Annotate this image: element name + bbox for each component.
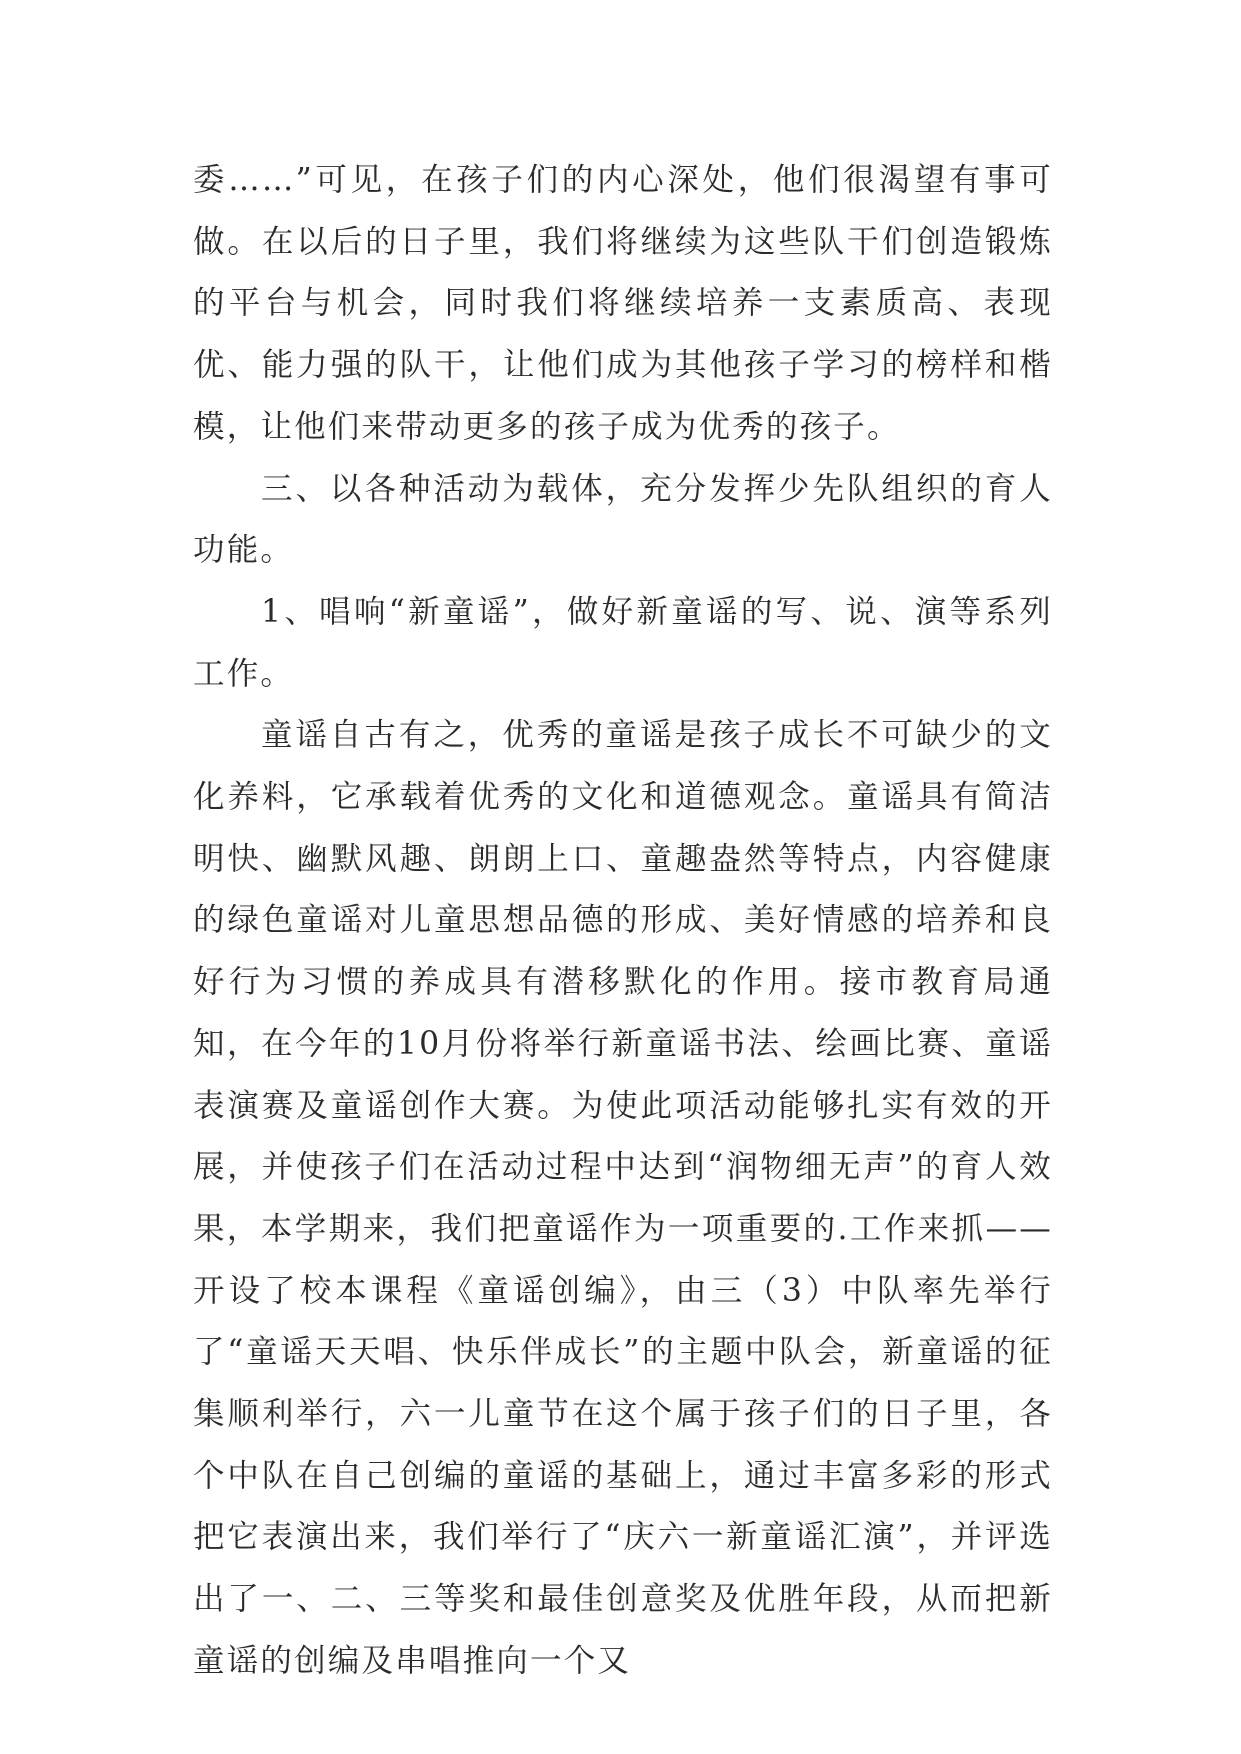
paragraph-nursery-rhymes: 童谣自古有之，优秀的童谣是孩子成长不可缺少的文化养料，它承载着优秀的文化和道德观念。童谣具有简洁明快、幽默风趣、朗朗上口、童趣盎然等特点，内容健康的绿色童谣对儿童思想品德的形成、美好情感的培养和良好行为习惯的养成具有潜移默化的作用。接市教育局通知，在今年的10月份将举行新童谣书法、绘画比赛、童谣表演赛及童谣创作大赛。为使此项活动能够扎实有效的开展，并使孩子们在活动过程中达到“润物细无声”的育人效果，本学期来，我们把童谣作为一项重要的.工作来抓——开设了校本课程《童谣创编》，由三（3）中队率先举行了“童谣天天唱、快乐伴成长”的主题中队会，新童谣的征集顺利举行，六一儿童节在这个属于孩子们的日子里，各个中队在自己创编的童谣的基础上，通过丰富多彩的形式把它表演出来，我们举行了“庆六一新童谣汇演”，并评选出了一、二、三等奖和最佳创意奖及优胜年段，从而把新童谣的创编及串唱推向一个又 (193, 717, 1053, 1679)
subsection-heading-one: 1、唱响“新童谣”，做好新童谣的写、说、演等系列工作。 (193, 593, 1053, 692)
body-text (193, 150, 1053, 1693)
paragraph-continuation: 委……”可见，在孩子们的内心深处，他们很渴望有事可做。在以后的日子里，我们将继续为这些队干们创造锻炼的平台与机会，同时我们将继续培养一支素质高、表现优、能力强的队干，让他们成为其他孩子学习的榜样和楷模，让他们来带动更多的孩子成为优秀的孩子。 (193, 162, 1053, 445)
section-heading-three: 三、以各种活动为载体，充分发挥少先队组织的育人功能。 (193, 470, 1053, 569)
